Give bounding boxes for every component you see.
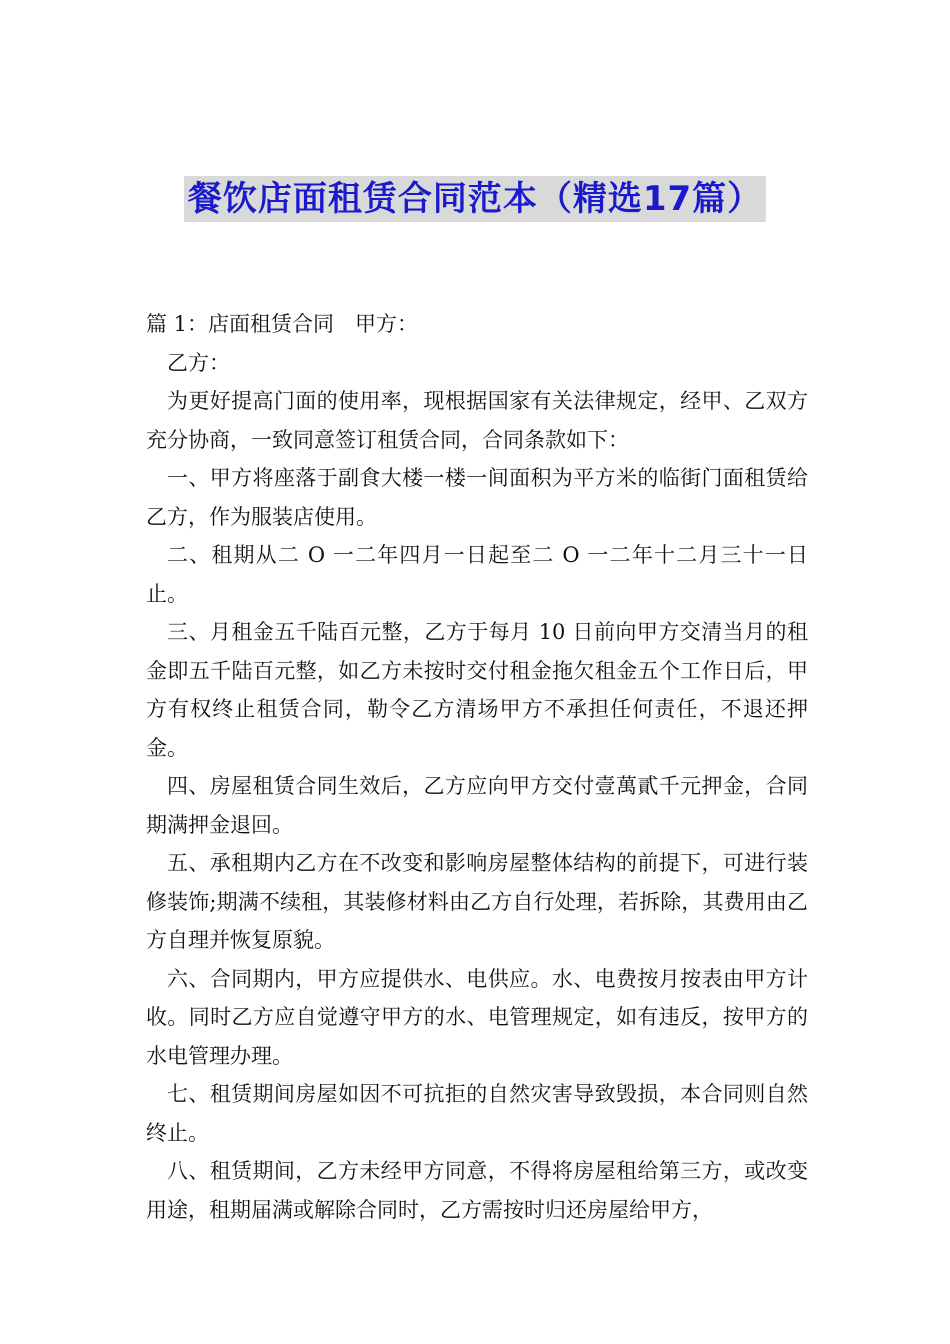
- document-body: [146, 305, 808, 1229]
- paragraph-header: 篇 1：店面租赁合同 甲方：: [146, 312, 419, 336]
- document-title: 餐饮店面租赁合同范本（精选17篇）: [184, 176, 766, 222]
- paragraph-clause-8: 八、租赁期间，乙方未经甲方同意，不得将房屋租给第三方，或改变用途，租期届满或解除合同时，乙方需按时归还房屋给甲方，: [146, 1159, 808, 1222]
- paragraph-clause-1: 一、甲方将座落于副食大楼一楼一间面积为平方米的临街门面租赁给乙方，作为服装店使用。: [146, 466, 808, 529]
- paragraph-clause-3: 三、月租金五千陆百元整，乙方于每月 10 日前向甲方交清当月的租金即五千陆百元整，如乙方未按时交付租金拖欠租金五个工作日后，甲方有权终止租赁合同，勒令乙方清场甲方不承担任何责任，不退还押金。: [146, 620, 808, 760]
- paragraph-clause-2: 二、租期从二 O 一二年四月一日起至二 O 一二年十二月三十一日止。: [146, 543, 808, 606]
- paragraph-party-b: 乙方：: [167, 350, 230, 375]
- paragraph-intro: 为更好提高门面的使用率，现根据国家有关法律规定，经甲、乙双方充分协商，一致同意签订租赁合同，合同条款如下：: [146, 389, 808, 452]
- paragraph-clause-5: 五、承租期内乙方在不改变和影响房屋整体结构的前提下，可进行装修装饰;期满不续租，其装修材料由乙方自行处理，若拆除，其费用由乙方自理并恢复原貌。: [146, 851, 808, 952]
- paragraph-clause-6: 六、合同期内，甲方应提供水、电供应。水、电费按月按表由甲方计收。同时乙方应自觉遵守甲方的水、电管理规定，如有违反，按甲方的水电管理办理。: [146, 966, 808, 1068]
- paragraph-clause-4: 四、房屋租赁合同生效后，乙方应向甲方交付壹萬貳千元押金，合同期满押金退回。: [146, 774, 808, 837]
- paragraph-clause-7: 七、租赁期间房屋如因不可抗拒的自然灾害导致毁损，本合同则自然终止。: [146, 1082, 808, 1145]
- title-container: [0, 176, 950, 222]
